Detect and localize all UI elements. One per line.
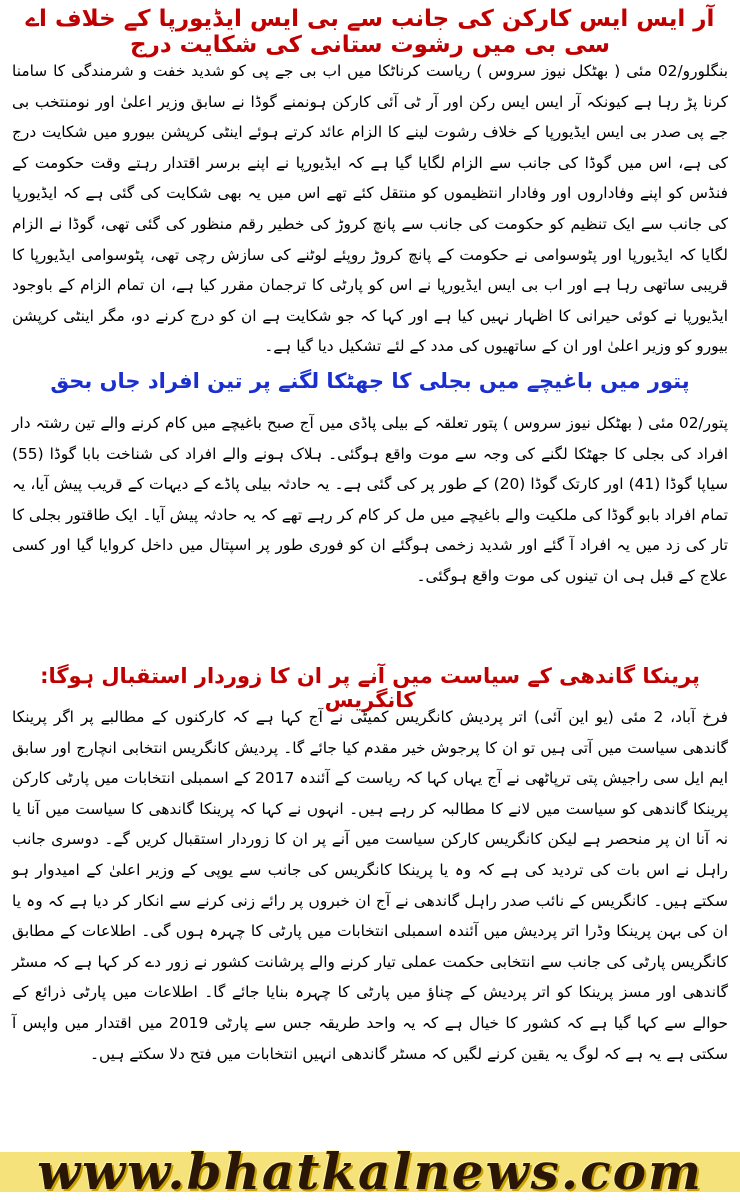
article-body-puttur-electrocution: پتور/02 مئی ( بھٹکل نیوز سروس ) پتور تعلقہ کے بیلی پاڈی میں آج صبح باغیچے میں کام کرنے والے تین رشتہ دار افراد کی بجلی کا جھٹکا لگنے کی وجہ سے موت واقع ہوگئی۔ ہلاک ہونے والے افراد کی شناخت بابا گوڈا (55) سیاپا گوڈا (41) اور کارتک گوڈا (20) کے طور پر کی گئی ہے۔ یہ حادثہ بیلی پاڈے کے دیہات کے قریب پیش آیا، یہ تمام افراد بابو گوڈا کی ملکیت والے باغیچے میں مل کر کام کر رہے تھے کہ یہ حادثہ پیش آیا۔ ایک طاقتور بجلی کا تار کی زد میں یہ افراد آ گئے اور شدید زخمی ہوگئے ان کو فوری طور پر اسپتال میں داخل کروایا گیا اور کسی علاج کے قبل ہی ان تینوں کی موت واقع ہوگئی۔ [12, 414, 728, 585]
headline-rss-complaint: آر ایس ایس کارکن کی جانب سے بی ایس ایڈیورپا کے خلاف اے سی بی میں رشوت ستانی کی شکایت درج [25, 6, 715, 59]
site-url-watermark: www.bhatkalnews.com [37, 1142, 703, 1200]
article-body-rss-complaint: بنگلورو/02 مئی ( بھٹکل نیوز سروس ) ریاست کرناٹکا میں اب بی جے پی کو شدید خفت و شرمندگی کا سامنا کرنا پڑ رہا ہے کیونکہ آر ایس ایس رکن اور آر ٹی آئی کارکن ہونمنے گوڈا نے سابق وزیر اعلیٰ اور نومنتخب بی جے پی صدر بی ایس ایڈیورپا کے خلاف رشوت لینے کا الزام عائد کرتے ہوئے اینٹی کرپشن بیورو میں شکایت درج کی ہے، اس میں گوڈا کی جانب سے الزام لگایا گیا ہے کہ ایڈیورپا نے اپنے برسر اقتدار رہتے وقت حکومت کے فنڈس کو اپنے وفاداروں اور وفادار انتظیموں کو منتقل کئے تھے اس میں یہ بھی شکایت کی گئی ہے کہ ایڈیورپا کی جانب سے ایک تنظیم کو حکومت کی جانب سے پانچ کروڑ کی خطیر رقم منظور کی گئی تھی، گوڈا نے الزام لگایا کہ ایڈیورپا اور پٹوسوامی نے حکومت کے پانچ کروڑ روپئے لوٹنے کی سازش رچی تھی، پٹوسوامی ایڈیورپا کا قریبی ساتھی رہا ہے اور اب بی ایس ایڈیورپا نے اس کو پارٹی کا ترجمان مقرر کیا ہے، ان تمام الزام کے باوجود ایڈیورپا نے کوئی حیرانی کا اظہار نہیں کیا ہے اور کہا کہ جو شکایت ہے ان کو درج کرنے دو، مگر اینٹی کرپشن بیورو کو وزیر اعلیٰ اور ان کے ساتھیوں کی مدد کے لئے تشکیل دیا گیا ہے۔ [12, 62, 728, 356]
footer-banner [0, 1142, 740, 1200]
headline-priyanka-congress: پرینکا گاندھی کے سیاست میں آنے پر ان کا زوردار استقبال ہوگا: کانگریس [40, 664, 700, 713]
headline-puttur-electrocution: پتور میں باغیچے میں بجلی کا جھٹکا لگنے پر تین افراد جاں بحق [50, 369, 690, 393]
article-body-priyanka-congress: فرخ آباد، 2 مئی (یو این آئی) اتر پردیش کانگریس کمیٹی نے آج کہا ہے کہ کارکنوں کے مطالبے پر اگر پرینکا گاندھی سیاست میں آتی ہیں تو ان کا پرجوش خیر مقدم کیا جائے گا۔ پردیش کانگریس انتخابی انچارج اور سابق ایم ایل سی راجیش پتی ترپاٹھی نے آج یہاں کہا کہ ریاست کے آئندہ 2017 کے اسمبلی انتخابات میں پارٹی کارکن پرینکا گاندھی کو سیاست میں لانے کا مطالبہ کر رہے ہیں۔ انہوں نے کہا کہ پرینکا گاندھی کا سیاست میں آنا یا نہ آنا ان پر منحصر ہے لیکن کانگریس کارکن سیاست میں آنے پر ان کا زوردار استقبال کریں گے۔ دوسری جانب راہل نے اس بات کی تردید کی ہے کہ وہ یا پرینکا کانگریس کی جانب سے یوپی کے وزیر اعلیٰ کے امیدوار ہو سکتے ہیں۔ کانگریس کے نائب صدر راہل گاندھی نے آج ان خبروں پر رائے زنی کرنے سے انکار کر دیا ہے کہ وہ یا ان کی بہن پرینکا وڈرا اتر پردیش میں آئندہ اسمبلی انتخابات میں پارٹی کا چہرہ ہوں گی۔ اطلاعات کے مطابق کانگریس پارٹی کی جانب سے انتخابی حکمت عملی تیار کرنے والے پرشانت کشور نے زور دے کر کہا ہے کہ مسٹر گاندھی اور مسز پرینکا کو اتر پردیش کے چناؤ میں پارٹی کا چہرہ بنایا جائے گا۔ اطلاعات میں پارٹی ذرائع کے حوالے سے کہا گیا ہے کہ کشور کا خیال ہے کہ یہ واحد طریقہ جس سے پارٹی 2019 میں اقتدار میں واپس آ سکتی ہے یہ ہے کہ لوگ یہ یقین کرنے لگیں کہ مسٹر گاندھی انہیں انتخابات میں فتح دلا سکتے ہیں۔ [12, 708, 728, 1063]
